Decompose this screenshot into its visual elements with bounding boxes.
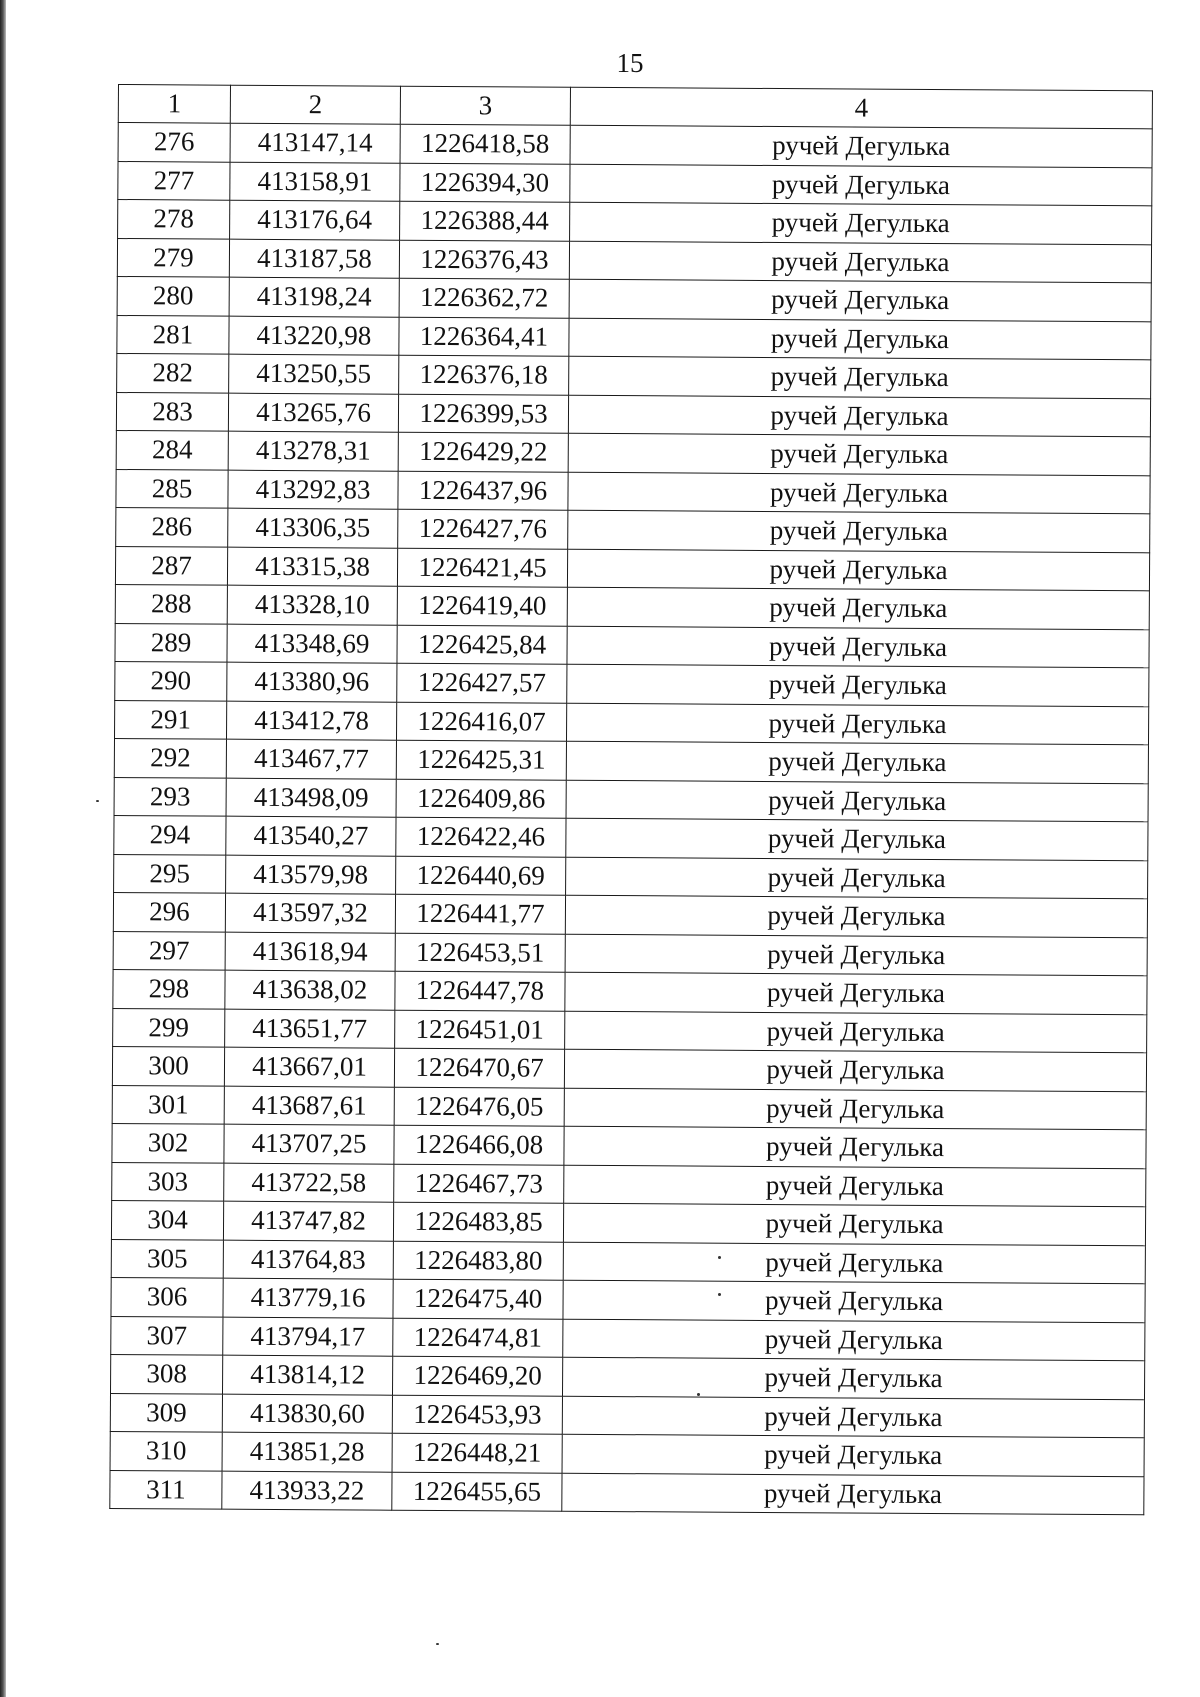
y-coordinate-cell: 1226422,46 bbox=[396, 817, 566, 857]
description-cell: ручей Дегулька bbox=[568, 510, 1150, 552]
table-body bbox=[110, 123, 1152, 1515]
point-number-cell: 283 bbox=[116, 392, 228, 431]
description-cell: ручей Дегулька bbox=[565, 934, 1147, 976]
y-coordinate-cell: 1226470,67 bbox=[394, 1048, 564, 1088]
point-number-cell: 307 bbox=[111, 1316, 223, 1355]
y-coordinate-cell: 1226469,20 bbox=[392, 1356, 562, 1396]
description-cell: ручей Дегулька bbox=[562, 1357, 1144, 1399]
point-number-cell: 304 bbox=[111, 1200, 223, 1239]
x-coordinate-cell: 413198,24 bbox=[229, 277, 399, 317]
table-row bbox=[112, 1162, 1146, 1207]
description-cell: ручей Дегулька bbox=[569, 241, 1151, 283]
description-cell: ручей Дегулька bbox=[566, 780, 1148, 822]
table-row bbox=[112, 1123, 1146, 1168]
y-coordinate-cell: 1226416,07 bbox=[396, 702, 566, 742]
y-coordinate-cell: 1226394,30 bbox=[400, 163, 570, 203]
coordinates-table bbox=[109, 84, 1153, 1515]
x-coordinate-cell: 413764,83 bbox=[223, 1240, 393, 1280]
table-row bbox=[115, 584, 1149, 629]
point-number-cell: 310 bbox=[110, 1431, 222, 1470]
x-coordinate-cell: 413597,32 bbox=[225, 893, 395, 933]
description-cell: ручей Дегулька bbox=[563, 1319, 1145, 1361]
table-row bbox=[115, 623, 1149, 668]
description-cell: ручей Дегулька bbox=[569, 318, 1151, 360]
description-cell: ручей Дегулька bbox=[570, 164, 1152, 206]
x-coordinate-cell: 413187,58 bbox=[229, 239, 399, 279]
table-row bbox=[111, 1200, 1145, 1245]
x-coordinate-cell: 413176,64 bbox=[230, 200, 400, 240]
y-coordinate-cell: 1226455,65 bbox=[392, 1472, 562, 1512]
y-coordinate-cell: 1226453,93 bbox=[392, 1395, 562, 1435]
table-row bbox=[114, 815, 1148, 860]
point-number-cell: 276 bbox=[118, 123, 230, 162]
point-number-cell: 294 bbox=[114, 815, 226, 854]
y-coordinate-cell: 1226421,45 bbox=[397, 548, 567, 588]
y-coordinate-cell: 1226429,22 bbox=[398, 432, 568, 472]
y-coordinate-cell: 1226427,76 bbox=[398, 509, 568, 549]
description-cell: ручей Дегулька bbox=[564, 1049, 1146, 1091]
scan-speck bbox=[436, 1643, 439, 1645]
x-coordinate-cell: 413579,98 bbox=[226, 855, 396, 895]
x-coordinate-cell: 413722,58 bbox=[224, 1163, 394, 1203]
description-cell: ручей Дегулька bbox=[568, 472, 1150, 514]
table-row bbox=[114, 777, 1148, 822]
y-coordinate-cell: 1226483,85 bbox=[393, 1202, 563, 1242]
description-cell: ручей Дегулька bbox=[568, 433, 1150, 475]
table-row bbox=[113, 931, 1147, 976]
y-coordinate-cell: 1226467,73 bbox=[394, 1164, 564, 1204]
point-number-cell: 281 bbox=[117, 315, 229, 354]
description-cell: ручей Дегулька bbox=[564, 1126, 1146, 1168]
y-coordinate-cell: 1226388,44 bbox=[400, 201, 570, 241]
table-row bbox=[115, 700, 1149, 745]
table-header bbox=[118, 85, 1152, 129]
table-row bbox=[117, 353, 1151, 398]
x-coordinate-cell: 413779,16 bbox=[223, 1278, 393, 1318]
table-row bbox=[113, 892, 1147, 937]
header-col-3: 3 bbox=[400, 86, 570, 125]
point-number-cell: 287 bbox=[115, 546, 227, 585]
x-coordinate-cell: 413933,22 bbox=[222, 1471, 392, 1511]
scan-speck bbox=[718, 1256, 721, 1259]
table-row bbox=[117, 238, 1151, 283]
x-coordinate-cell: 413651,77 bbox=[225, 1009, 395, 1049]
scan-edge-shadow bbox=[0, 0, 6, 1697]
point-number-cell: 278 bbox=[118, 200, 230, 239]
point-number-cell: 301 bbox=[112, 1085, 224, 1124]
table-row bbox=[111, 1277, 1145, 1322]
scan-speck bbox=[697, 1393, 700, 1396]
description-cell: ручей Дегулька bbox=[563, 1203, 1145, 1245]
point-number-cell: 305 bbox=[111, 1239, 223, 1278]
y-coordinate-cell: 1226476,05 bbox=[394, 1087, 564, 1127]
table-row bbox=[111, 1354, 1145, 1399]
description-cell: ручей Дегулька bbox=[562, 1473, 1144, 1515]
y-coordinate-cell: 1226376,43 bbox=[399, 240, 569, 280]
x-coordinate-cell: 413278,31 bbox=[228, 431, 398, 471]
x-coordinate-cell: 413540,27 bbox=[226, 816, 396, 856]
y-coordinate-cell: 1226466,08 bbox=[394, 1125, 564, 1165]
point-number-cell: 289 bbox=[115, 623, 227, 662]
x-coordinate-cell: 413830,60 bbox=[222, 1394, 392, 1434]
description-cell: ручей Дегулька bbox=[569, 279, 1151, 321]
x-coordinate-cell: 413498,09 bbox=[226, 778, 396, 818]
x-coordinate-cell: 413328,10 bbox=[227, 585, 397, 625]
description-cell: ручей Дегулька bbox=[565, 1011, 1147, 1053]
x-coordinate-cell: 413250,55 bbox=[229, 354, 399, 394]
y-coordinate-cell: 1226453,51 bbox=[395, 933, 565, 973]
point-number-cell: 285 bbox=[116, 469, 228, 508]
header-col-2: 2 bbox=[230, 85, 400, 124]
description-cell: ручей Дегулька bbox=[565, 895, 1147, 937]
point-number-cell: 288 bbox=[115, 584, 227, 623]
y-coordinate-cell: 1226437,96 bbox=[398, 471, 568, 511]
x-coordinate-cell: 413467,77 bbox=[226, 739, 396, 779]
x-coordinate-cell: 413618,94 bbox=[225, 932, 395, 972]
description-cell: ручей Дегулька bbox=[568, 395, 1150, 437]
description-cell: ручей Дегулька bbox=[566, 818, 1148, 860]
x-coordinate-cell: 413851,28 bbox=[222, 1432, 392, 1472]
description-cell: ручей Дегулька bbox=[567, 626, 1149, 668]
header-col-1: 1 bbox=[118, 85, 230, 124]
table-row bbox=[111, 1239, 1145, 1284]
table-row bbox=[118, 123, 1152, 168]
page-number: 15 bbox=[616, 48, 644, 78]
x-coordinate-cell: 413348,69 bbox=[227, 624, 397, 664]
point-number-cell: 311 bbox=[110, 1470, 222, 1509]
x-coordinate-cell: 413667,01 bbox=[224, 1047, 394, 1087]
header-col-4: 4 bbox=[570, 87, 1152, 129]
y-coordinate-cell: 1226409,86 bbox=[396, 779, 566, 819]
x-coordinate-cell: 413220,98 bbox=[229, 316, 399, 356]
description-cell: ручей Дегулька bbox=[566, 703, 1148, 745]
description-cell: ручей Дегулька bbox=[566, 741, 1148, 783]
point-number-cell: 279 bbox=[117, 238, 229, 277]
x-coordinate-cell: 413292,83 bbox=[228, 470, 398, 510]
point-number-cell: 308 bbox=[111, 1354, 223, 1393]
description-cell: ручей Дегулька bbox=[570, 202, 1152, 244]
point-number-cell: 309 bbox=[110, 1393, 222, 1432]
x-coordinate-cell: 413794,17 bbox=[223, 1317, 393, 1357]
x-coordinate-cell: 413412,78 bbox=[226, 701, 396, 741]
table-row bbox=[114, 854, 1148, 899]
table-row bbox=[116, 430, 1150, 475]
table-row bbox=[112, 1085, 1146, 1130]
point-number-cell: 300 bbox=[112, 1046, 224, 1085]
description-cell: ручей Дегулька bbox=[567, 587, 1149, 629]
y-coordinate-cell: 1226441,77 bbox=[395, 894, 565, 934]
table-row bbox=[110, 1393, 1144, 1438]
table-row bbox=[113, 969, 1147, 1014]
y-coordinate-cell: 1226483,80 bbox=[393, 1241, 563, 1281]
table-row bbox=[116, 507, 1150, 552]
y-coordinate-cell: 1226440,69 bbox=[396, 856, 566, 896]
y-coordinate-cell: 1226376,18 bbox=[399, 355, 569, 395]
description-cell: ручей Дегулька bbox=[569, 356, 1151, 398]
point-number-cell: 290 bbox=[115, 661, 227, 700]
description-cell: ручей Дегулька bbox=[570, 125, 1152, 167]
point-number-cell: 302 bbox=[112, 1123, 224, 1162]
y-coordinate-cell: 1226425,84 bbox=[397, 625, 567, 665]
point-number-cell: 295 bbox=[114, 854, 226, 893]
table-row bbox=[118, 200, 1152, 245]
point-number-cell: 299 bbox=[113, 1008, 225, 1047]
description-cell: ручей Дегулька bbox=[564, 1165, 1146, 1207]
y-coordinate-cell: 1226474,81 bbox=[393, 1318, 563, 1358]
point-number-cell: 286 bbox=[116, 507, 228, 546]
y-coordinate-cell: 1226451,01 bbox=[395, 1010, 565, 1050]
point-number-cell: 291 bbox=[115, 700, 227, 739]
x-coordinate-cell: 413638,02 bbox=[225, 970, 395, 1010]
scan-speck bbox=[96, 800, 99, 802]
table-row bbox=[116, 392, 1150, 437]
point-number-cell: 293 bbox=[114, 777, 226, 816]
scan-speck bbox=[718, 1293, 721, 1296]
table-row bbox=[117, 315, 1151, 360]
y-coordinate-cell: 1226427,57 bbox=[397, 663, 567, 703]
point-number-cell: 284 bbox=[116, 430, 228, 469]
y-coordinate-cell: 1226419,40 bbox=[397, 586, 567, 626]
description-cell: ручей Дегулька bbox=[567, 549, 1149, 591]
y-coordinate-cell: 1226362,72 bbox=[399, 278, 569, 318]
y-coordinate-cell: 1226399,53 bbox=[398, 394, 568, 434]
description-cell: ручей Дегулька bbox=[565, 972, 1147, 1014]
description-cell: ручей Дегулька bbox=[567, 664, 1149, 706]
point-number-cell: 292 bbox=[114, 738, 226, 777]
x-coordinate-cell: 413147,14 bbox=[230, 123, 400, 163]
description-cell: ручей Дегулька bbox=[564, 1088, 1146, 1130]
x-coordinate-cell: 413265,76 bbox=[228, 393, 398, 433]
x-coordinate-cell: 413814,12 bbox=[223, 1355, 393, 1395]
table-row bbox=[116, 469, 1150, 514]
y-coordinate-cell: 1226418,58 bbox=[400, 124, 570, 164]
x-coordinate-cell: 413707,25 bbox=[224, 1124, 394, 1164]
table-row bbox=[112, 1046, 1146, 1091]
x-coordinate-cell: 413380,96 bbox=[227, 662, 397, 702]
description-cell: ручей Дегулька bbox=[562, 1434, 1144, 1476]
point-number-cell: 280 bbox=[117, 276, 229, 315]
table-row bbox=[115, 661, 1149, 706]
description-cell: ручей Дегулька bbox=[563, 1242, 1145, 1284]
point-number-cell: 303 bbox=[112, 1162, 224, 1201]
x-coordinate-cell: 413158,91 bbox=[230, 162, 400, 202]
table-row bbox=[113, 1008, 1147, 1053]
point-number-cell: 277 bbox=[118, 161, 230, 200]
x-coordinate-cell: 413687,61 bbox=[224, 1086, 394, 1126]
x-coordinate-cell: 413747,82 bbox=[223, 1201, 393, 1241]
y-coordinate-cell: 1226364,41 bbox=[399, 317, 569, 357]
y-coordinate-cell: 1226447,78 bbox=[395, 971, 565, 1011]
header-row bbox=[118, 85, 1152, 129]
table-row bbox=[117, 276, 1151, 321]
y-coordinate-cell: 1226448,21 bbox=[392, 1433, 562, 1473]
table-row bbox=[110, 1470, 1144, 1515]
point-number-cell: 282 bbox=[117, 353, 229, 392]
table-row bbox=[118, 161, 1152, 206]
table-row bbox=[114, 738, 1148, 783]
y-coordinate-cell: 1226425,31 bbox=[396, 740, 566, 780]
x-coordinate-cell: 413306,35 bbox=[228, 508, 398, 548]
x-coordinate-cell: 413315,38 bbox=[227, 547, 397, 587]
point-number-cell: 297 bbox=[113, 931, 225, 970]
table-row bbox=[115, 546, 1149, 591]
description-cell: ручей Дегулька bbox=[566, 857, 1148, 899]
point-number-cell: 306 bbox=[111, 1277, 223, 1316]
point-number-cell: 298 bbox=[113, 969, 225, 1008]
table-row bbox=[110, 1431, 1144, 1476]
description-cell: ручей Дегулька bbox=[563, 1280, 1145, 1322]
point-number-cell: 296 bbox=[113, 892, 225, 931]
y-coordinate-cell: 1226475,40 bbox=[393, 1279, 563, 1319]
table-row bbox=[111, 1316, 1145, 1361]
description-cell: ручей Дегулька bbox=[562, 1396, 1144, 1438]
